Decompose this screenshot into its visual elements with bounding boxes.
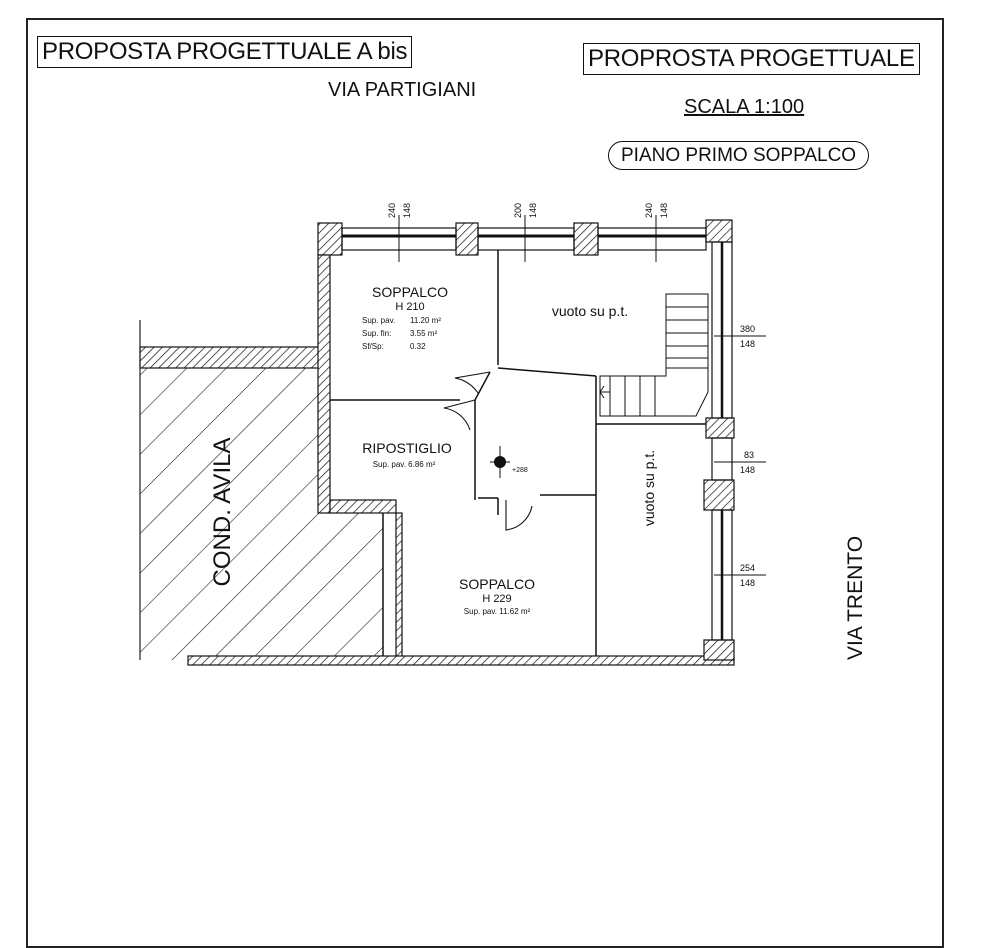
room-ripostiglio-name: RIPOSTIGLIO	[362, 440, 452, 456]
floor-label: PIANO PRIMO SOPPALCO	[608, 141, 869, 170]
dim-right1-width: 380	[740, 324, 756, 334]
dim-right3-width: 254	[740, 563, 756, 573]
room-void2-label: vuoto su p.t.	[641, 449, 657, 527]
dim-right3-height: 148	[740, 578, 756, 588]
dim-top2-width: 200	[513, 202, 523, 218]
room-soppalco1-row2-value: 3.55 m²	[410, 329, 438, 338]
room-soppalco2-height: H 229	[482, 593, 512, 605]
project-title-left: PROPOSTA PROGETTUALE A bis	[37, 36, 412, 68]
room-soppalco1-row3-key: Sf/Sp:	[362, 342, 384, 351]
dim-right2-height: 148	[740, 465, 756, 475]
doors	[444, 372, 532, 530]
room-soppalco1-name: SOPPALCO	[372, 284, 448, 300]
project-title-right: PROPROSTA PROGETTUALE	[583, 43, 920, 75]
dim-top3-width: 240	[644, 202, 654, 218]
room-soppalco1-row2-key: Sup. fin:	[362, 329, 392, 338]
dim-right2-width: 83	[744, 450, 755, 460]
room-soppalco2-area: Sup. pav. 11.62 m²	[463, 607, 531, 616]
dim-top1-height: 148	[402, 202, 412, 218]
room-soppalco1-row1-key: Sup. pav.	[362, 316, 396, 325]
room-soppalco2-name: SOPPALCO	[459, 576, 535, 592]
room-ripostiglio-area: Sup. pav. 6.86 m²	[372, 460, 436, 469]
dim-top1-width: 240	[387, 202, 397, 218]
street-via-trento: VIA TRENTO	[844, 535, 867, 661]
room-soppalco1-row3-value: 0.32	[410, 342, 426, 351]
street-via-partigiani: VIA PARTIGIANI	[328, 79, 477, 101]
scale-label: SCALA 1:100	[684, 96, 805, 118]
room-soppalco1-row1-value: 11.20 m²	[410, 316, 441, 325]
dim-right1-height: 148	[740, 339, 756, 349]
neighbour-building	[140, 320, 383, 662]
level-marker-value: +288	[512, 467, 528, 474]
dim-top3-height: 148	[659, 202, 669, 218]
level-marker	[490, 446, 510, 478]
dimension-lines	[399, 215, 766, 575]
room-void1-label: vuoto su p.t.	[551, 303, 629, 319]
room-soppalco1-height: H 210	[395, 301, 425, 313]
neighbour-cond-avila: COND. AVILA	[209, 437, 236, 587]
dim-top2-height: 148	[528, 202, 538, 218]
